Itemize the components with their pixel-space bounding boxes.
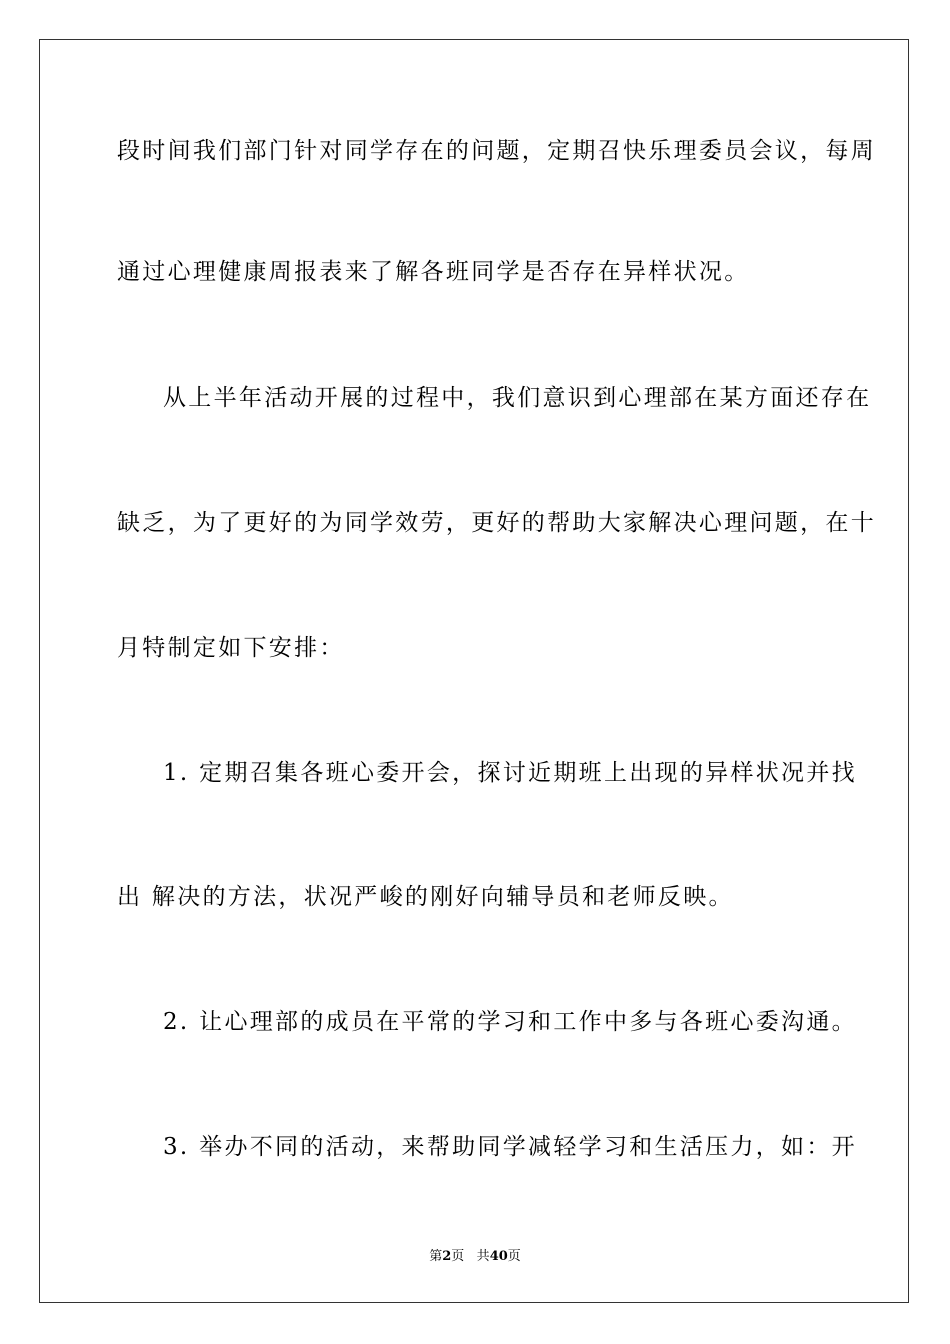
- text-line: 月特制定如下安排：: [117, 635, 345, 661]
- footer-total-prefix: 共: [476, 1249, 490, 1264]
- list-item-3: 3. 举办不同的活动，来帮助同学减轻学习和生活压力，如：开: [163, 1134, 857, 1160]
- text-line: 出 解决的方法，状况严峻的刚好向辅导员和老师反映。: [117, 884, 734, 910]
- list-item-2: 2. 让心理部的成员在平常的学习和工作中多与各班心委沟通。: [163, 1009, 857, 1035]
- text-line: 缺乏，为了更好的为同学效劳，更好的帮助大家解决心理问题，在十: [117, 510, 876, 536]
- list-item-1: 1. 定期召集各班心委开会，探讨近期班上出现的异样状况并找: [163, 760, 857, 786]
- text-line: 通过心理健康周报表来了解各班同学是否存在异样状况。: [117, 259, 750, 285]
- total-pages-number: 40: [489, 1249, 508, 1264]
- page-footer: [0, 1248, 950, 1266]
- page-frame: [39, 39, 909, 1303]
- paragraph-first-line: 从上半年活动开展的过程中，我们意识到心理部在某方面还存在: [163, 385, 872, 411]
- footer-prefix: 第: [429, 1249, 443, 1264]
- footer-total-suffix: 页: [507, 1249, 521, 1264]
- footer-page-word: 页: [451, 1249, 465, 1264]
- text-line: 段时间我们部门针对同学存在的问题，定期召快乐理委员会议，每周: [117, 138, 876, 164]
- current-page-number: 2: [442, 1249, 452, 1264]
